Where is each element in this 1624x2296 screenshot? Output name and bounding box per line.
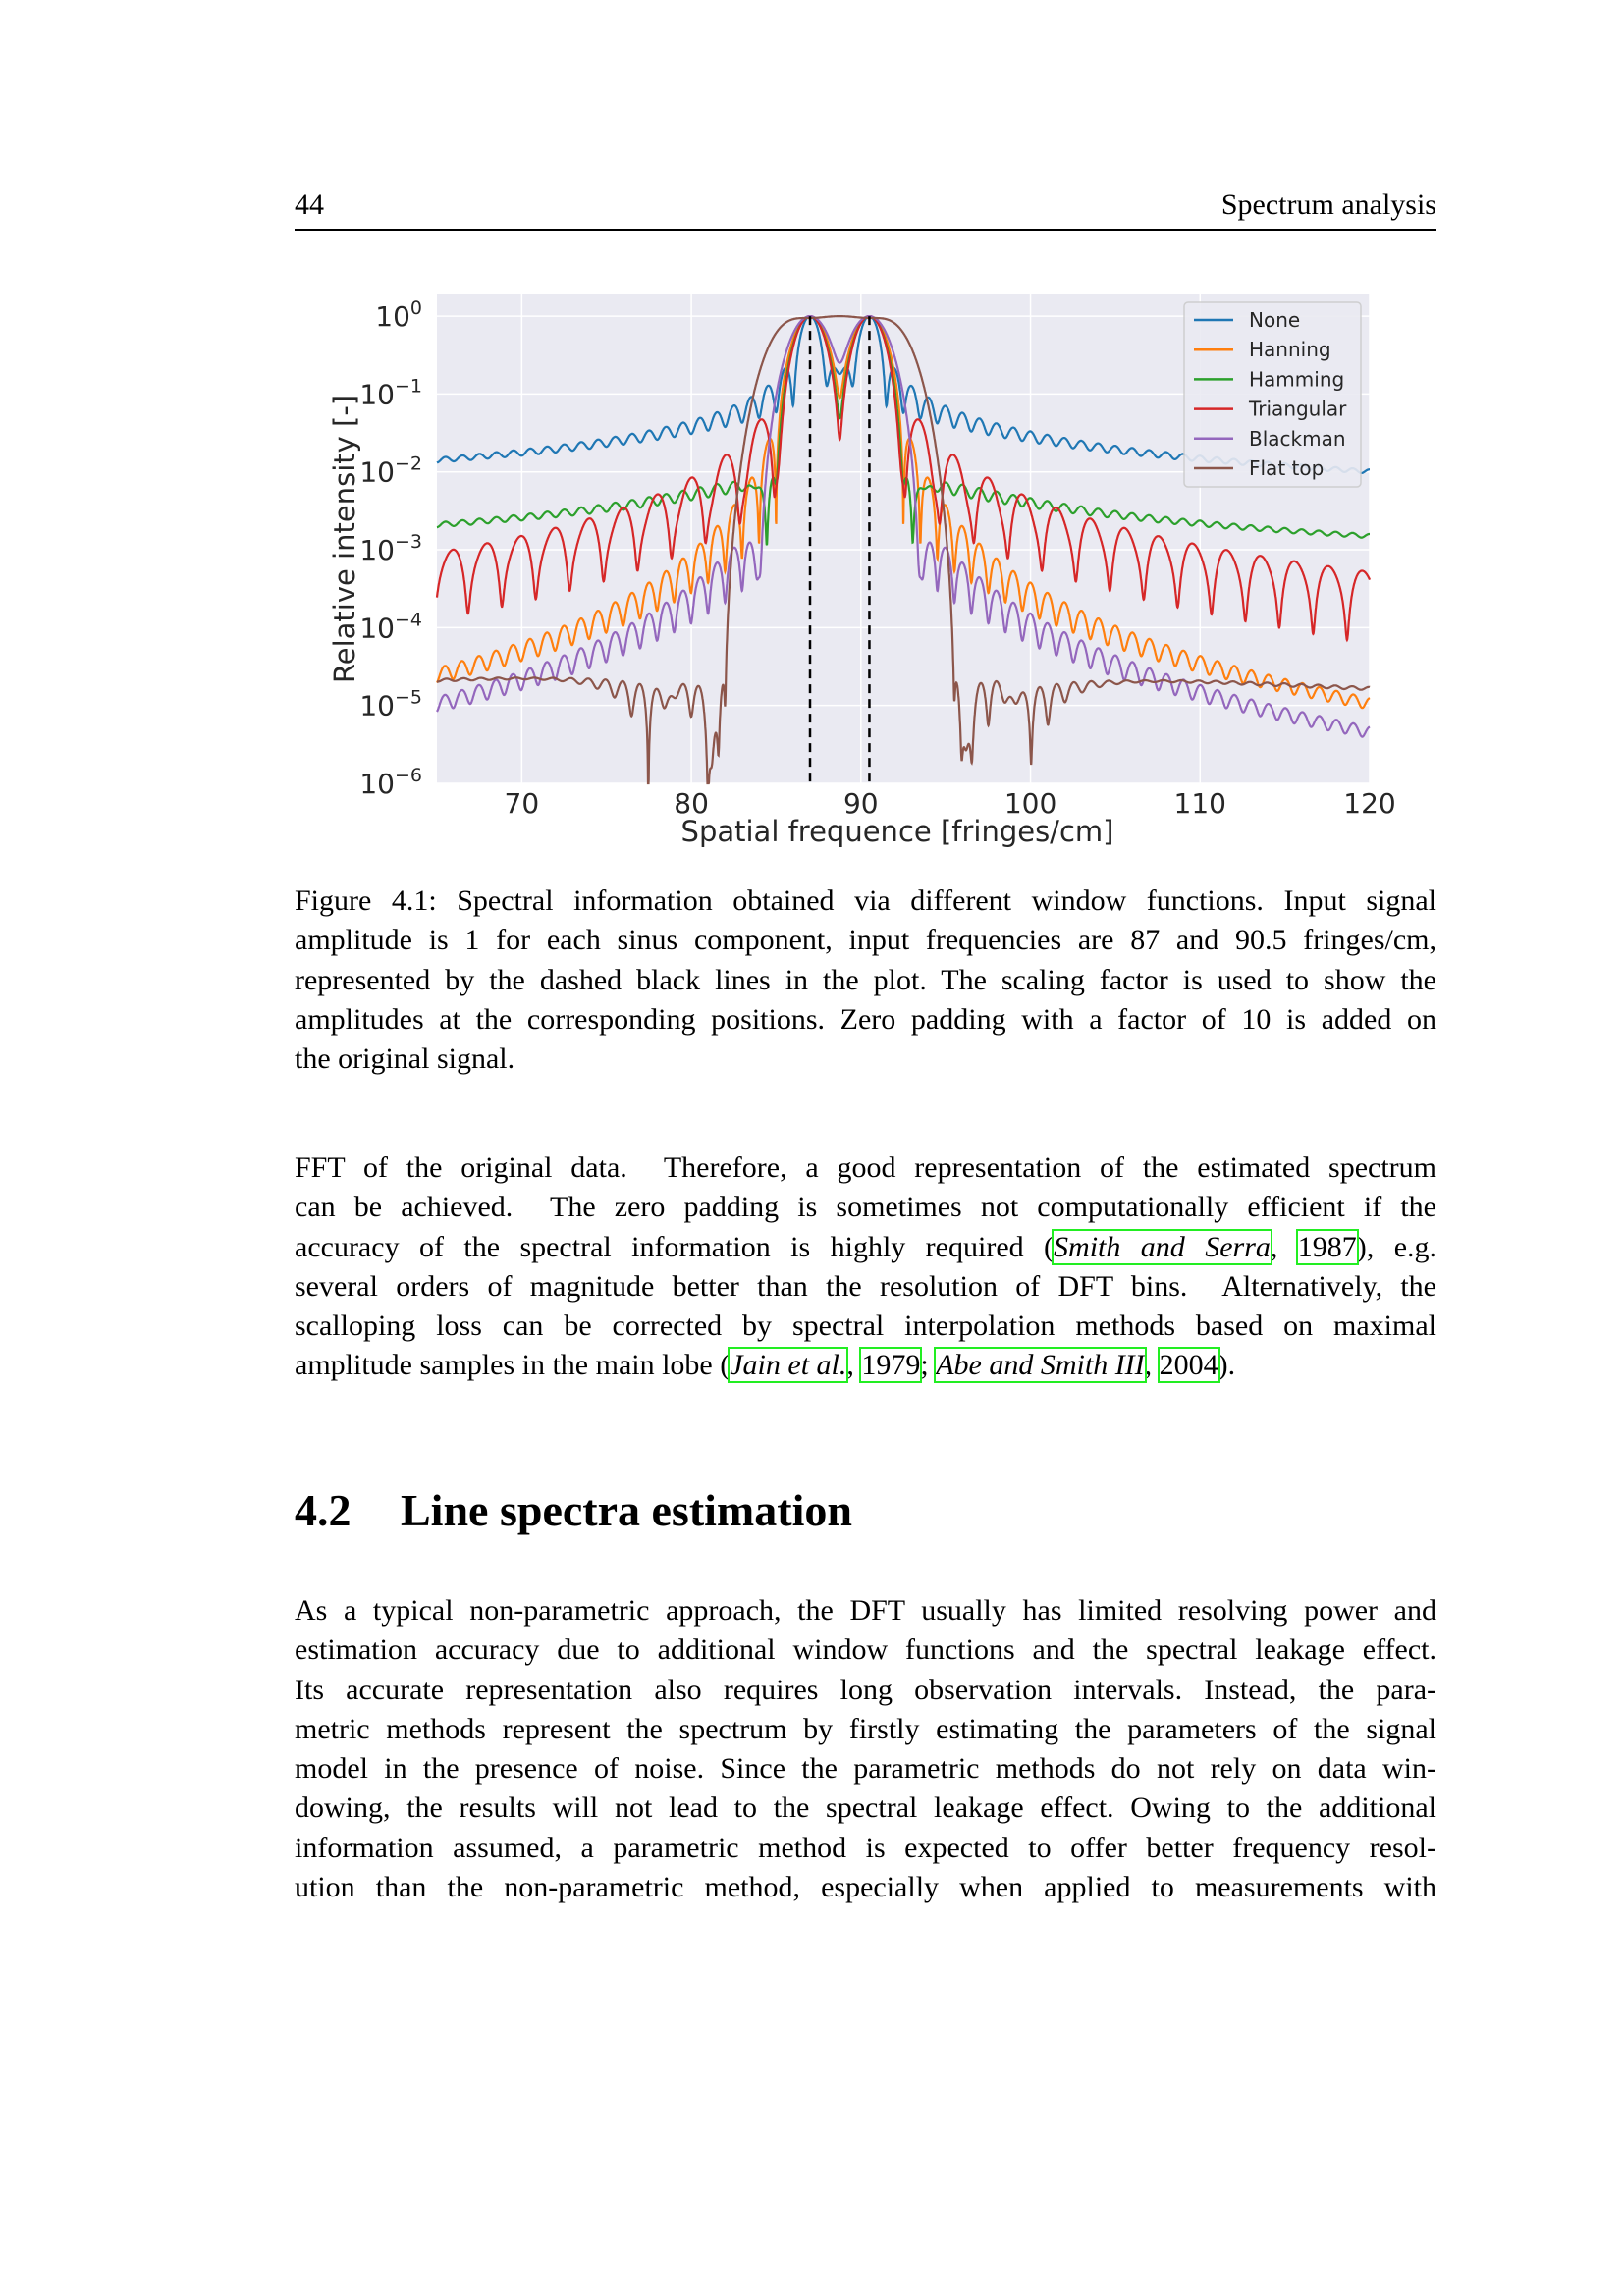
legend-label: None: [1249, 308, 1301, 332]
x-tick-label: 70: [504, 787, 540, 820]
text-segment: scalloping loss can be corrected by spectral interpolation methods based on maximal: [295, 1309, 1436, 1343]
text-segment: accuracy of the spectral information is highly required (: [295, 1230, 1055, 1263]
y-tick-label: [359, 375, 422, 410]
y-tick-exponent: −2: [394, 453, 422, 475]
y-tick-exponent: −5: [394, 686, 422, 709]
legend-label: Flat top: [1249, 456, 1325, 480]
spectrum-chart: [0, 0, 1624, 883]
text-segment: ;: [920, 1349, 937, 1382]
y-tick-base: 10: [359, 455, 395, 489]
section-title: Line spectra estimation: [401, 1485, 852, 1535]
text-line: dowing, the results will not lead to the spectral leakage effect. Owing to the additional: [295, 1791, 1436, 1825]
y-tick-base: 10: [359, 612, 395, 645]
y-tick-base: 10: [359, 378, 395, 411]
y-tick-label: [375, 297, 422, 333]
text-line: amplitude is 1 for each sinus component, input frequencies are 87 and 90.5 fringes/cm,: [295, 924, 1436, 957]
y-axis-label: Relative intensity [-]: [328, 394, 361, 684]
text-line: [295, 1148, 1436, 1188]
x-tick-label: 120: [1343, 787, 1396, 820]
y-tick-label: [359, 609, 422, 644]
legend: [1184, 302, 1361, 487]
y-tick-label: [359, 765, 422, 800]
y-tick-base: 10: [359, 534, 395, 567]
section-heading: [295, 1484, 852, 1536]
legend-label: Blackman: [1249, 426, 1346, 451]
x-tick-label: 90: [842, 787, 879, 820]
text-segment: ,: [1144, 1349, 1160, 1382]
text-line: metric methods represent the spectrum by firstly estimating the parameters of the signal: [295, 1712, 1436, 1745]
text-line: estimation accuracy due to additional window functions and the spectral leakage effect.: [295, 1633, 1436, 1667]
text-line: [295, 1307, 1436, 1346]
text-segment: FFT of the original data. Therefore, a good representation of the estimated spectrum: [295, 1151, 1436, 1184]
text-line: model in the presence of noise. Since the parametric methods do not rely on data win-: [295, 1752, 1436, 1786]
text-line: [295, 1346, 1436, 1385]
text-segment: can be achieved. The zero padding is sometimes not computationally efficient if the: [295, 1191, 1436, 1224]
text-line: Figure 4.1: Spectral information obtained via different window functions. Input signal: [295, 884, 1436, 917]
text-line: represented by the dashed black lines in the plot. The scaling factor is used to show the: [295, 963, 1436, 996]
y-tick-exponent: −6: [394, 765, 422, 786]
paragraph: [295, 1591, 1436, 1907]
y-tick-exponent: 0: [409, 297, 422, 320]
text-line: the original signal.: [295, 1042, 515, 1076]
figure-caption: [295, 881, 1436, 1079]
text-line: Its accurate representation also requires long observation intervals. Instead, the para-: [295, 1673, 1436, 1706]
y-tick-base: 10: [359, 689, 395, 722]
x-tick-label: 110: [1173, 787, 1226, 820]
text-line: [295, 1267, 1436, 1307]
citation-link[interactable]: 1979: [861, 1349, 921, 1382]
citation-link[interactable]: 2004: [1159, 1349, 1218, 1382]
section-number: 4.2: [295, 1485, 352, 1535]
text-line: information assumed, a parametric method is expected to offer better frequency resol-: [295, 1831, 1436, 1864]
page-number: 44: [295, 188, 324, 221]
citation-link[interactable]: Smith and Serra: [1054, 1230, 1271, 1263]
citation-link[interactable]: 1987: [1297, 1230, 1357, 1263]
text-segment: amplitude samples in the main lobe (: [295, 1349, 731, 1382]
y-tick-label: [359, 531, 422, 566]
x-tick-label: 100: [1003, 787, 1057, 820]
running-header-title: Spectrum analysis: [1220, 188, 1436, 221]
legend-label: Hamming: [1249, 367, 1345, 392]
y-tick-label: [359, 454, 422, 489]
text-segment: ,: [1270, 1230, 1298, 1263]
x-axis-label: Spatial frequence [fringes/cm]: [680, 815, 1114, 848]
legend-label: Triangular: [1249, 397, 1347, 421]
text-segment: several orders of magnitude better than the resolution of DFT bins. Alternatively, the: [295, 1269, 1436, 1303]
y-tick-exponent: −4: [394, 609, 422, 631]
text-line: [295, 1188, 1436, 1227]
text-segment: ,: [846, 1349, 862, 1382]
y-ticks: [359, 297, 422, 800]
text-line: [295, 1228, 1436, 1267]
text-segment: ), e.g.: [1356, 1230, 1437, 1263]
y-tick-base: 10: [375, 300, 410, 334]
y-tick-exponent: −1: [394, 375, 422, 398]
legend-label: Hanning: [1249, 338, 1331, 362]
text-segment: ).: [1218, 1349, 1236, 1382]
text-line: As a typical non-parametric approach, the DFT usually has limited resolving power and: [295, 1594, 1436, 1627]
y-tick-base: 10: [359, 768, 395, 800]
citation-link[interactable]: Abe and Smith III: [936, 1349, 1145, 1382]
text-line: amplitudes at the corresponding positions. Zero padding with a factor of 10 is added on: [295, 1002, 1436, 1036]
x-tick-label: 80: [674, 787, 709, 820]
y-tick-label: [359, 687, 422, 722]
citation-link[interactable]: Jain et al.: [730, 1349, 847, 1382]
y-tick-exponent: −3: [394, 531, 422, 554]
paragraph: [295, 1148, 1436, 1386]
text-line: ution than the non-parametric method, especially when applied to measurements with: [295, 1871, 1436, 1904]
